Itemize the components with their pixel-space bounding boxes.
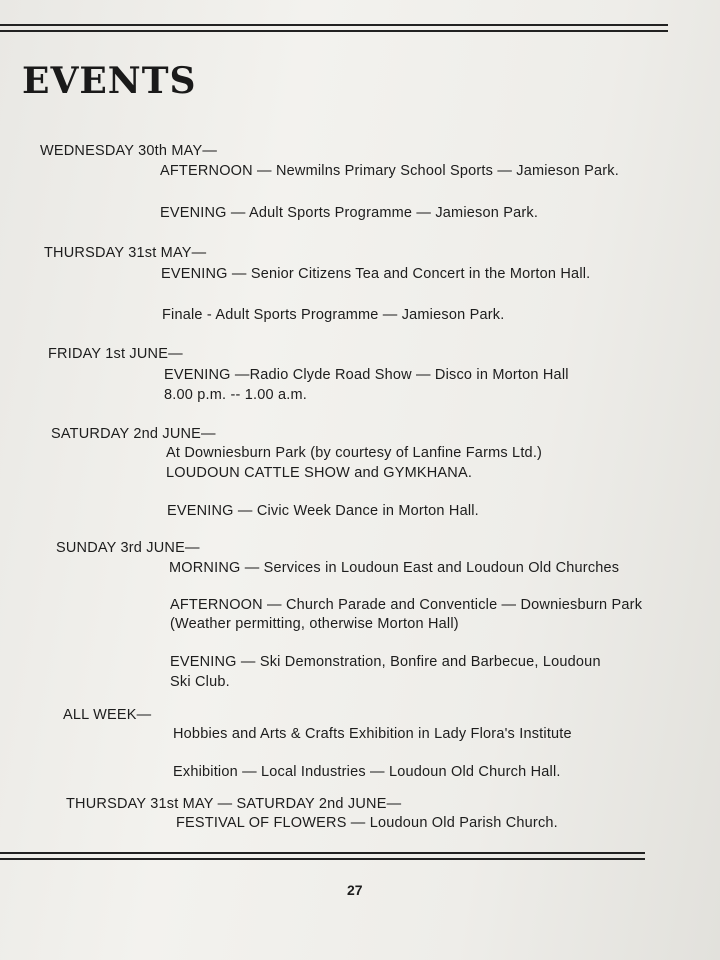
event-line: LOUDOUN CATTLE SHOW and GYMKHANA. [166,465,473,481]
bottom-rule [0,852,645,854]
day-heading-sunday: SUNDAY 3rd JUNE— [56,540,200,556]
event-line: EVENING — Ski Demonstration, Bonfire and Barbecue, Loudoun [170,654,601,670]
event-line: Exhibition — Local Industries — Loudoun Old Church Hall. [173,764,561,780]
event-line: EVENING — Senior Citizens Tea and Concert in the Morton Hall. [161,266,591,282]
day-heading-saturday: SATURDAY 2nd JUNE— [51,426,216,442]
day-heading-thursday: THURSDAY 31st MAY— [44,245,207,261]
bottom-rule-2 [0,858,645,860]
page-title: EVENTS [22,60,197,102]
event-line: AFTERNOON — Newmilns Primary School Sports — Jamieson Park. [160,163,619,179]
event-line: AFTERNOON — Church Parade and Conventicle — Downiesburn Park [170,597,643,613]
event-line: EVENING — Civic Week Dance in Morton Hall. [167,503,479,519]
event-line: 8.00 p.m. -- 1.00 a.m. [164,387,308,403]
event-line: Ski Club. [170,674,230,690]
event-line: At Downiesburn Park (by courtesy of Lanfine Farms Ltd.) [166,445,543,461]
top-rule [0,24,668,26]
day-heading-friday: FRIDAY 1st JUNE— [48,346,183,362]
day-heading-all-week: ALL WEEK— [63,707,152,723]
day-heading-festival: THURSDAY 31st MAY — SATURDAY 2nd JUNE— [66,796,402,812]
page-number: 27 [347,882,363,898]
event-line: EVENING — Adult Sports Programme — Jamieson Park. [160,205,539,221]
event-line: (Weather permitting, otherwise Morton Hall) [170,616,459,632]
event-line: MORNING — Services in Loudoun East and Loudoun Old Churches [169,560,620,576]
day-heading-wednesday: WEDNESDAY 30th MAY— [40,143,218,159]
event-line: FESTIVAL OF FLOWERS — Loudoun Old Parish Church. [176,815,558,831]
event-line: EVENING —Radio Clyde Road Show — Disco in Morton Hall [164,367,569,383]
top-rule-2 [0,30,668,32]
event-line: Finale - Adult Sports Programme — Jamieson Park. [162,307,505,323]
event-line: Hobbies and Arts & Crafts Exhibition in Lady Flora's Institute [173,726,572,742]
